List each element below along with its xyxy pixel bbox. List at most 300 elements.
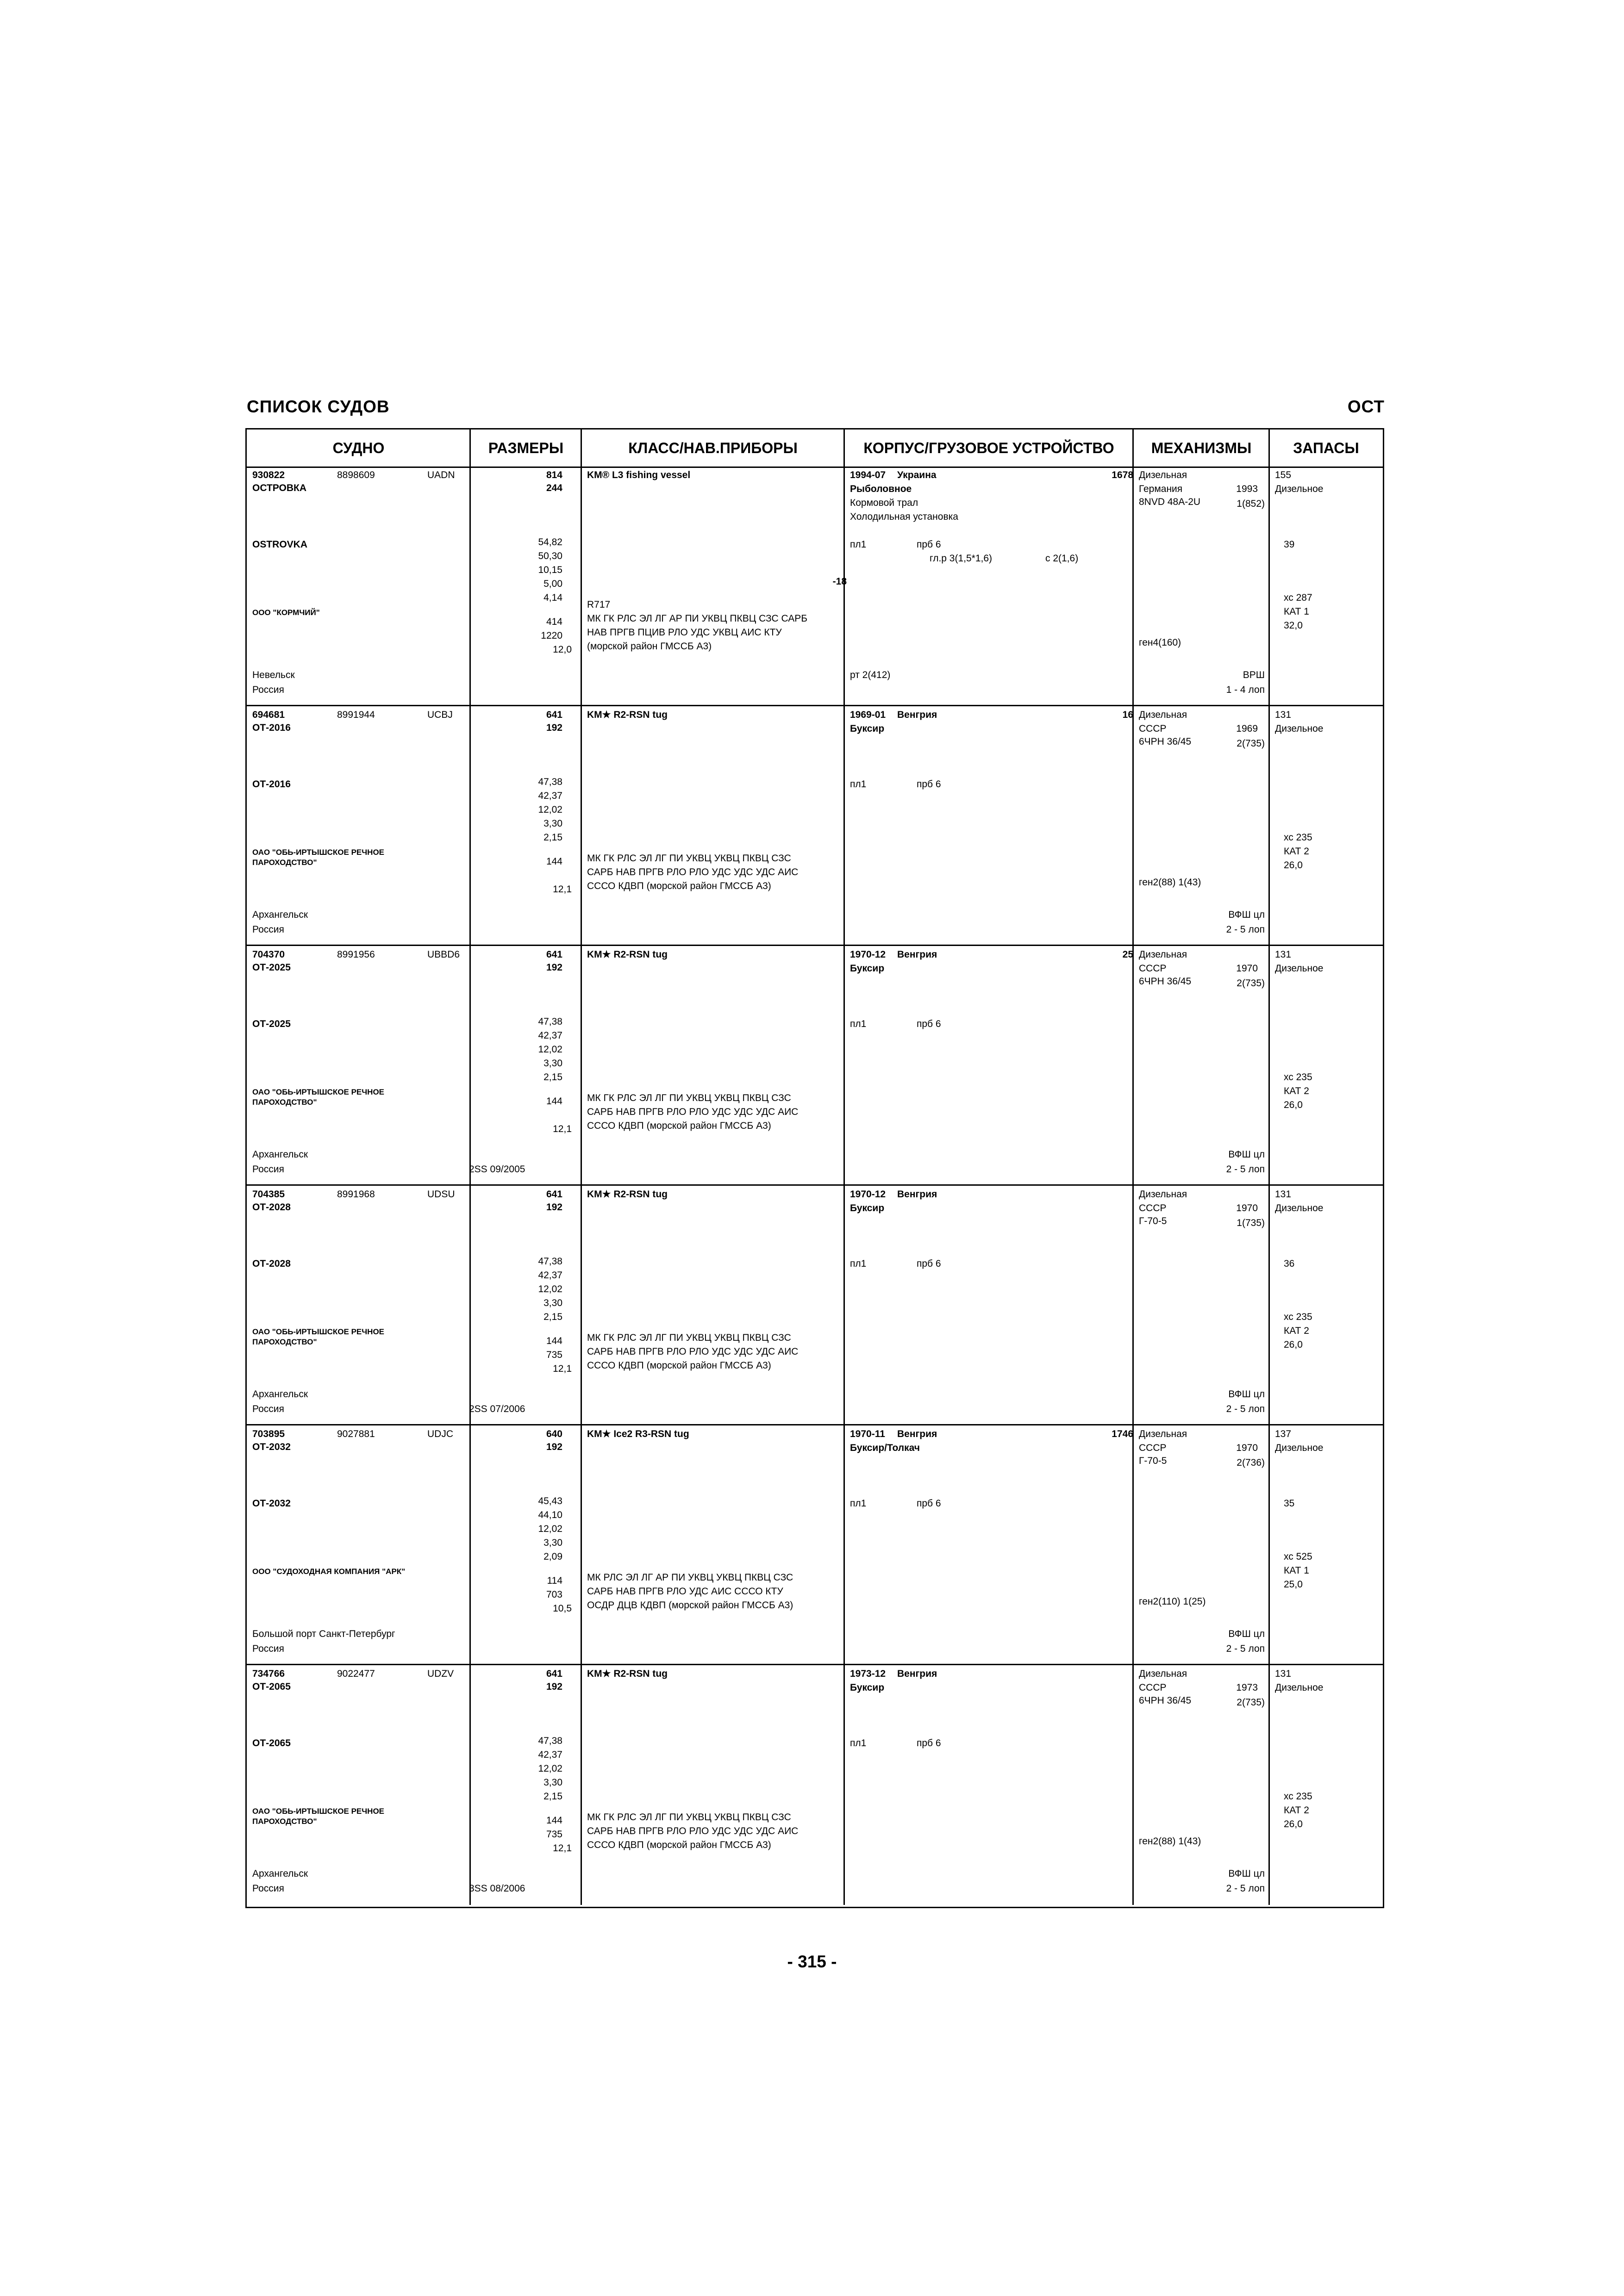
column-header-machinery: МЕХАНИЗМЫ [1151, 440, 1252, 456]
flag-country: Россия [252, 1643, 284, 1654]
register-number: 694681 [252, 709, 285, 720]
propeller: ВФШ цл [1228, 1629, 1265, 1639]
call-sign: UDSU [427, 1189, 455, 1200]
ship-name: ОТ-2065 [252, 1681, 291, 1692]
length-pp: 42,37 [538, 1030, 562, 1041]
yard-number: 1678 [1112, 470, 1133, 480]
category: КАТ 1 [1284, 606, 1309, 617]
ship-name-latin: ОТ-2028 [252, 1258, 291, 1269]
column-divider [1268, 946, 1270, 1186]
displacement: 735 [546, 1350, 562, 1360]
imo-number: 8898609 [337, 470, 375, 480]
class-notation: KM★ R2-RSN tug [587, 1189, 668, 1200]
engine-country: СССР [1139, 963, 1167, 974]
column-header-class: КЛАСС/НАВ.ПРИБОРЫ [628, 440, 798, 456]
decks: пл1 [850, 1019, 867, 1029]
stores-value: 32,0 [1284, 620, 1303, 631]
net-tonnage: 192 [546, 1442, 562, 1452]
engine-model: 6ЧРН 36/45 [1139, 1695, 1192, 1706]
engine-type: Дизельная [1139, 470, 1187, 480]
refrigeration: хс 235 [1284, 1312, 1312, 1322]
depth: 5,00 [543, 579, 562, 589]
nav-equipment-pre: R717 [587, 599, 611, 610]
displacement: 703 [546, 1589, 562, 1600]
holds: прб 6 [917, 1498, 941, 1509]
call-sign: UDZV [427, 1668, 454, 1679]
holds: прб 6 [917, 1738, 941, 1748]
engine-country: Германия [1139, 484, 1183, 494]
holds: прб 6 [917, 1258, 941, 1269]
column-header-hull: КОРПУС/ГРУЗОВОЕ УСТРОЙСТВО [863, 440, 1114, 456]
engine-country: СССР [1139, 1203, 1167, 1213]
ship-name-latin: ОТ-2025 [252, 1019, 291, 1029]
nav-equipment-line-3: СССО КДВП (морской район ГМССБ А3) [587, 1840, 771, 1850]
builder-country: Венгрия [897, 1668, 937, 1679]
column-divider [1132, 1186, 1134, 1425]
flag-country: Россия [252, 684, 284, 695]
column-divider [1268, 706, 1270, 946]
ship-name: ОТ-2016 [252, 722, 291, 733]
propeller-blades: 2 - 5 лоп [1226, 1404, 1265, 1414]
generators: ген2(88) 1(43) [1139, 1836, 1201, 1847]
category: КАТ 2 [1284, 1325, 1309, 1336]
stores-capacity: 131 [1275, 1668, 1292, 1679]
build-date: 1969-01 [850, 709, 886, 720]
home-port: Невельск [252, 670, 295, 680]
net-tonnage: 192 [546, 1681, 562, 1692]
breadth: 10,15 [538, 565, 562, 575]
engine-model: 6ЧРН 36/45 [1139, 976, 1192, 987]
engine-power: 2(735) [1237, 1697, 1265, 1708]
length-overall: 47,38 [538, 777, 562, 787]
holds: прб 6 [917, 539, 941, 550]
decks: пл1 [850, 1258, 867, 1269]
engine-model: Г-70-5 [1139, 1216, 1167, 1226]
builder-country: Венгрия [897, 949, 937, 960]
build-date: 1973-12 [850, 1668, 886, 1679]
owner-line-1: ОАО "ОБЬ-ИРТЫШСКОЕ РЕЧНОЕ [252, 848, 385, 857]
engine-year: 1993 [1236, 484, 1258, 494]
owner-line-1: ООО "СУДОХОДНАЯ КОМПАНИЯ "АРК" [252, 1567, 406, 1576]
hull-bottom: рт 2(412) [850, 670, 891, 680]
speed: 12,0 [553, 644, 572, 655]
call-sign: UADN [427, 470, 455, 480]
column-divider [1132, 467, 1134, 706]
flag-country: Россия [252, 1883, 284, 1894]
engine-country: СССР [1139, 723, 1167, 734]
ship-record [247, 467, 1383, 706]
build-date: 1970-12 [850, 949, 886, 960]
register-number: 734766 [252, 1668, 285, 1679]
column-divider [581, 467, 582, 706]
length-overall: 47,38 [538, 1016, 562, 1027]
stores-value: 26,0 [1284, 1100, 1303, 1110]
header-divider [1268, 429, 1270, 467]
cargo-gear: с 2(1,6) [1045, 553, 1079, 564]
engine-year: 1973 [1236, 1682, 1258, 1693]
ship-type: Буксир/Толкач [850, 1443, 920, 1453]
owner-line-1: ОАО "ОБЬ-ИРТЫШСКОЕ РЕЧНОЕ [252, 1088, 385, 1096]
stores-capacity: 131 [1275, 709, 1292, 720]
fuel-type: Дизельное [1275, 723, 1324, 734]
gross-tonnage: 814 [546, 470, 562, 480]
gross-tonnage: 640 [546, 1429, 562, 1439]
net-tonnage: 192 [546, 962, 562, 973]
imo-number: 8991944 [337, 709, 375, 720]
nav-equipment-line-1: МК ГК РЛС ЭЛ ЛГ ПИ УКВЦ УКВЦ ПКВЦ СЗС [587, 1093, 791, 1103]
breadth: 12,02 [538, 1044, 562, 1055]
ship-name-latin: OSTROVKA [252, 539, 308, 550]
register-number: 704385 [252, 1189, 285, 1200]
length-pp: 50,30 [538, 551, 562, 561]
propeller-blades: 1 - 4 лоп [1226, 684, 1265, 695]
home-port: Архангельск [252, 1149, 308, 1160]
column-divider [581, 1186, 582, 1425]
nav-equipment-line-2: САРБ НАВ ПРГВ РЛО РЛО УДС УДС УДС АИС [587, 1826, 799, 1836]
call-sign: UBBD6 [427, 949, 460, 960]
draught: 2,15 [543, 1072, 562, 1083]
stores-capacity: 155 [1275, 470, 1292, 480]
refrigeration: хс 235 [1284, 1072, 1312, 1083]
stores-capacity: 137 [1275, 1429, 1292, 1439]
engine-power: 1(735) [1237, 1218, 1265, 1228]
register-number: 703895 [252, 1429, 285, 1439]
class-notation: KM★ R2-RSN tug [587, 1668, 668, 1679]
propeller-blades: 2 - 5 лоп [1226, 1883, 1265, 1894]
nav-equipment-line-1: МК ГК РЛС ЭЛ ЛГ ПИ УКВЦ УКВЦ ПКВЦ СЗС [587, 853, 791, 864]
column-divider [843, 706, 845, 946]
nav-equipment-line-2: САРБ НАВ ПРГВ РЛО РЛО УДС УДС УДС АИС [587, 867, 799, 877]
length-pp: 42,37 [538, 1749, 562, 1760]
gross-tonnage: 641 [546, 1668, 562, 1679]
column-header-ship: СУДНО [332, 440, 385, 456]
imo-number: 9022477 [337, 1668, 375, 1679]
deadweight: 414 [546, 616, 562, 627]
decks: пл1 [850, 1498, 867, 1509]
refrigeration: хс 287 [1284, 592, 1312, 603]
net-tonnage: 192 [546, 722, 562, 733]
ship-type: Буксир [850, 1203, 885, 1213]
fuel-type: Дизельное [1275, 963, 1324, 974]
ship-name-latin: ОТ-2065 [252, 1738, 291, 1748]
displacement: 1220 [541, 630, 562, 641]
deadweight: 144 [546, 1336, 562, 1346]
column-divider [1268, 1186, 1270, 1425]
call-sign: UCBJ [427, 709, 453, 720]
speed: 12,1 [553, 1363, 572, 1374]
builder-country: Украина [897, 470, 937, 480]
engine-power: 2(735) [1237, 738, 1265, 749]
engine-year: 1970 [1236, 963, 1258, 974]
nav-equipment-line-3: СССО КДВП (морской район ГМССБ А3) [587, 1120, 771, 1131]
category: КАТ 1 [1284, 1565, 1309, 1576]
draught: 4,14 [543, 592, 562, 603]
engine-model: 6ЧРН 36/45 [1139, 736, 1192, 747]
column-divider [1268, 467, 1270, 706]
deadweight: 144 [546, 1096, 562, 1107]
breadth: 12,02 [538, 804, 562, 815]
net-tonnage: 244 [546, 483, 562, 493]
length-overall: 45,43 [538, 1496, 562, 1506]
category: КАТ 2 [1284, 1086, 1309, 1096]
yard-number: 25 [1122, 949, 1133, 960]
propeller: ВРШ [1243, 670, 1265, 680]
engine-type: Дизельная [1139, 1189, 1187, 1200]
fuel-type: Дизельное [1275, 1682, 1324, 1693]
depth: 3,30 [543, 1777, 562, 1788]
length-pp: 42,37 [538, 790, 562, 801]
draught: 2,15 [543, 1791, 562, 1802]
class-notation: KM★ R2-RSN tug [587, 709, 668, 720]
column-divider [843, 1186, 845, 1425]
flag-country: Россия [252, 1164, 284, 1175]
propeller-blades: 2 - 5 лоп [1226, 1643, 1265, 1654]
column-header-dimensions: РАЗМЕРЫ [488, 440, 564, 456]
gross-tonnage: 641 [546, 1189, 562, 1200]
flag-country: Россия [252, 1404, 284, 1414]
imo-number: 8991956 [337, 949, 375, 960]
stores-value: 26,0 [1284, 860, 1303, 871]
owner-line-1: ОАО "ОБЬ-ИРТЫШСКОЕ РЕЧНОЕ [252, 1327, 385, 1336]
refrigeration: хс 235 [1284, 1791, 1312, 1802]
column-divider [1132, 1425, 1134, 1665]
home-port: Архангельск [252, 909, 308, 920]
engine-country: СССР [1139, 1443, 1167, 1453]
nav-equipment-line-1: МК ГК РЛС ЭЛ ЛГ ПИ УКВЦ УКВЦ ПКВЦ СЗС [587, 1332, 791, 1343]
ship-type: Рыболовное [850, 484, 912, 494]
header-divider [1132, 429, 1134, 467]
draught: 2,15 [543, 832, 562, 843]
column-divider [581, 1665, 582, 1905]
survey-status: 3SS 08/2006 [469, 1883, 525, 1894]
column-divider [581, 706, 582, 946]
column-divider [581, 946, 582, 1186]
column-divider [843, 946, 845, 1186]
stores-capacity: 131 [1275, 949, 1292, 960]
length-pp: 42,37 [538, 1270, 562, 1281]
engine-year: 1970 [1236, 1203, 1258, 1213]
ship-record [247, 1665, 1383, 1905]
hatches: гл.р 3(1,5*1,6) [930, 553, 993, 564]
owner-line-2: ПАРОХОДСТВО" [252, 1098, 317, 1107]
nav-equipment-line-1: МК ГК РЛС ЭЛ ЛГ АР ПИ УКВЦ ПКВЦ СЗС САРБ [587, 613, 808, 624]
refrigeration: хс 525 [1284, 1551, 1312, 1562]
length-pp: 44,10 [538, 1510, 562, 1520]
section-code: ОСТ [1347, 397, 1385, 416]
decks: пл1 [850, 539, 867, 550]
column-divider [1132, 1665, 1134, 1905]
stores-value: 25,0 [1284, 1579, 1303, 1590]
decks: пл1 [850, 1738, 867, 1748]
builder-country: Венгрия [897, 1189, 937, 1200]
owner-line-2: ПАРОХОДСТВО" [252, 1338, 317, 1346]
engine-type: Дизельная [1139, 709, 1187, 720]
owner-line-1: ООО "КОРМЧИЙ" [252, 608, 320, 617]
stores-value: 26,0 [1284, 1819, 1303, 1829]
ship-type: Буксир [850, 963, 885, 974]
ship-name-latin: ОТ-2032 [252, 1498, 291, 1509]
class-notation: KM★ Ice2 R3-RSN tug [587, 1429, 689, 1439]
yard-number: 16 [1122, 709, 1133, 720]
column-divider [843, 1665, 845, 1905]
propeller: ВФШ цл [1228, 1389, 1265, 1400]
column-divider [469, 467, 471, 706]
column-divider [1268, 1665, 1270, 1905]
nav-equipment-line-1: МК ГК РЛС ЭЛ ЛГ ПИ УКВЦ УКВЦ ПКВЦ СЗС [587, 1812, 791, 1823]
flag-country: Россия [252, 924, 284, 935]
register-number: 930822 [252, 470, 285, 480]
speed: 12,1 [553, 1124, 572, 1134]
draught: 2,15 [543, 1312, 562, 1322]
depth: 3,30 [543, 1058, 562, 1069]
refrigeration: хс 235 [1284, 832, 1312, 843]
engine-model: Г-70-5 [1139, 1456, 1167, 1466]
propeller: ВФШ цл [1228, 1149, 1265, 1160]
column-divider [1132, 946, 1134, 1186]
category: КАТ 2 [1284, 1805, 1309, 1816]
propeller: ВФШ цл [1228, 909, 1265, 920]
deadweight: 144 [546, 1815, 562, 1826]
ship-name: ОТ-2032 [252, 1442, 291, 1452]
fuel-type: Дизельное [1275, 1443, 1324, 1453]
column-divider [469, 706, 471, 946]
engine-power: 2(736) [1237, 1457, 1265, 1468]
propeller: ВФШ цл [1228, 1868, 1265, 1879]
column-divider [469, 1665, 471, 1905]
breadth: 12,02 [538, 1284, 562, 1294]
column-divider [843, 467, 845, 706]
engine-model: 8NVD 48A-2U [1139, 497, 1201, 507]
column-divider [843, 1425, 845, 1665]
hull-extra-2: Холодильная установка [850, 511, 958, 522]
header-divider [581, 429, 582, 467]
ship-type: Буксир [850, 1682, 885, 1693]
decks: пл1 [850, 779, 867, 790]
engine-type: Дизельная [1139, 949, 1187, 960]
nav-equipment-line-2: САРБ НАВ ПРГВ РЛО РЛО УДС УДС УДС АИС [587, 1346, 799, 1357]
length-overall: 54,82 [538, 537, 562, 548]
speed: 12,1 [553, 884, 572, 895]
length-overall: 47,38 [538, 1256, 562, 1267]
depth: 3,30 [543, 818, 562, 829]
header-divider [843, 429, 845, 467]
ship-record [247, 1425, 1383, 1665]
page-number: - 315 - [787, 1952, 837, 1971]
displacement: 735 [546, 1829, 562, 1840]
nav-equipment-line-3: СССО КДВП (морской район ГМССБ А3) [587, 881, 771, 891]
speed: 10,5 [553, 1603, 572, 1614]
column-divider [469, 1425, 471, 1665]
stores-mid: 35 [1284, 1498, 1295, 1509]
class-notation: KM® L3 fishing vessel [587, 470, 691, 480]
ship-record [247, 706, 1383, 946]
ship-record [247, 1186, 1383, 1425]
generators: ген2(88) 1(43) [1139, 877, 1201, 888]
ship-name: ОТ-2025 [252, 962, 291, 973]
page-title: СПИСОК СУДОВ [247, 397, 390, 416]
column-divider [469, 1186, 471, 1425]
nav-equipment-line-1: МК РЛС ЭЛ ЛГ АР ПИ УКВЦ УКВЦ ПКВЦ СЗС [587, 1572, 793, 1583]
ship-name: ОТ-2028 [252, 1202, 291, 1213]
call-sign: UDJC [427, 1429, 453, 1439]
gross-tonnage: 641 [546, 709, 562, 720]
engine-power: 1(852) [1237, 498, 1265, 509]
engine-type: Дизельная [1139, 1668, 1187, 1679]
category: КАТ 2 [1284, 846, 1309, 857]
generators: ген4(160) [1139, 637, 1181, 648]
column-divider [1132, 706, 1134, 946]
register-number: 704370 [252, 949, 285, 960]
propeller-blades: 2 - 5 лоп [1226, 924, 1265, 935]
header-divider [469, 429, 471, 467]
column-divider [469, 946, 471, 1186]
nav-equipment-line-3: ОСДР ДЦВ КДВП (морской район ГМССБ А3) [587, 1600, 793, 1611]
imo-number: 9027881 [337, 1429, 375, 1439]
fuel-type: Дизельное [1275, 1203, 1324, 1213]
depth: 3,30 [543, 1298, 562, 1308]
deadweight: 114 [547, 1575, 562, 1586]
nav-equipment-line-3: (морской район ГМССБ А3) [587, 641, 712, 652]
stores-capacity: 131 [1275, 1189, 1292, 1200]
column-divider [581, 1425, 582, 1665]
ship-record [247, 946, 1383, 1186]
survey-status: 2SS 07/2006 [469, 1404, 525, 1414]
ship-name: ОСТРОВКА [252, 483, 307, 493]
engine-year: 1969 [1236, 723, 1258, 734]
survey-status: 2SS 09/2005 [469, 1164, 525, 1175]
stores-value: 26,0 [1284, 1339, 1303, 1350]
holds: прб 6 [917, 779, 941, 790]
speed: 12,1 [553, 1843, 572, 1854]
ship-name-latin: ОТ-2016 [252, 779, 291, 790]
hull-extra-1: Кормовой трал [850, 498, 918, 508]
engine-country: СССР [1139, 1682, 1167, 1693]
imo-number: 8991968 [337, 1189, 375, 1200]
deadweight: 144 [546, 856, 562, 867]
breadth: 12,02 [538, 1524, 562, 1534]
propeller-blades: 2 - 5 лоп [1226, 1164, 1265, 1175]
column-header-stores: ЗАПАСЫ [1293, 440, 1359, 456]
length-overall: 47,38 [538, 1736, 562, 1746]
column-divider [1268, 1425, 1270, 1665]
table-header [247, 429, 1383, 468]
class-extra: -18 [832, 576, 847, 587]
stores-mid: 36 [1284, 1258, 1295, 1269]
ship-register-table [245, 428, 1384, 1908]
builder-country: Венгрия [897, 1429, 937, 1439]
owner-line-2: ПАРОХОДСТВО" [252, 1817, 317, 1826]
build-date: 1994-07 [850, 470, 886, 480]
build-date: 1970-12 [850, 1189, 886, 1200]
nav-equipment-line-2: НАВ ПРГВ ПЦИВ РЛО УДС УКВЦ АИС КТУ [587, 627, 782, 638]
home-port: Архангельск [252, 1389, 308, 1400]
engine-type: Дизельная [1139, 1429, 1187, 1439]
class-notation: KM★ R2-RSN tug [587, 949, 668, 960]
fuel-type: Дизельное [1275, 484, 1324, 494]
gross-tonnage: 641 [546, 949, 562, 960]
engine-year: 1970 [1236, 1443, 1258, 1453]
owner-line-1: ОАО "ОБЬ-ИРТЫШСКОЕ РЕЧНОЕ [252, 1807, 385, 1816]
net-tonnage: 192 [546, 1202, 562, 1213]
depth: 3,30 [543, 1537, 562, 1548]
breadth: 12,02 [538, 1763, 562, 1774]
ship-type: Буксир [850, 723, 885, 734]
home-port: Большой порт Санкт-Петербург [252, 1629, 395, 1639]
owner-line-2: ПАРОХОДСТВО" [252, 858, 317, 867]
holds: прб 6 [917, 1019, 941, 1029]
home-port: Архангельск [252, 1868, 308, 1879]
stores-mid: 39 [1284, 539, 1295, 550]
